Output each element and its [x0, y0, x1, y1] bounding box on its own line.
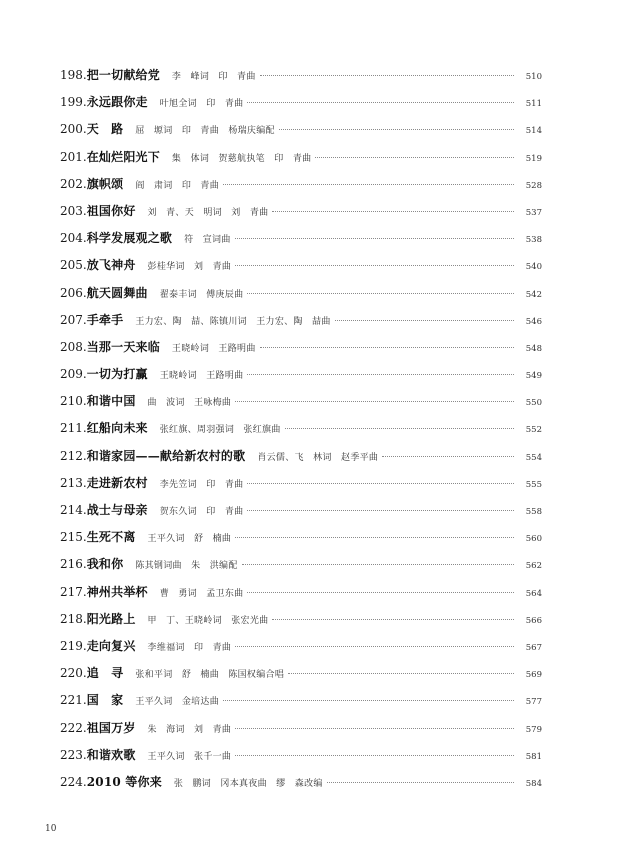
entry-page: 537 [525, 207, 542, 218]
dot-leader [242, 564, 514, 565]
entry-page: 548 [525, 343, 542, 354]
dot-leader [223, 700, 514, 701]
entry-number: 202. [60, 176, 87, 191]
toc-row[interactable] [60, 746, 542, 773]
toc-row[interactable] [60, 66, 542, 93]
toc-row[interactable] [60, 583, 542, 610]
toc-row[interactable] [60, 528, 542, 555]
entry-title: 旗帜颂 [86, 176, 124, 191]
dot-leader [260, 75, 514, 76]
dot-leader [335, 320, 514, 321]
entry-number: 206. [60, 285, 87, 300]
entry-page: 560 [525, 534, 542, 545]
entry-page: 519 [525, 153, 542, 164]
entry-page: 579 [525, 724, 542, 735]
entry-number: 223. [60, 747, 87, 762]
dot-leader [272, 619, 514, 620]
entry-credits: 翟泰丰词 傅庚辰曲 [159, 289, 244, 300]
toc-row[interactable] [60, 691, 542, 718]
entry-credits: 王晓岭词 王路明曲 [171, 343, 256, 354]
dot-leader [235, 755, 514, 756]
entry-page: 555 [525, 479, 542, 490]
entry-number: 213. [60, 475, 87, 490]
toc-row[interactable] [60, 719, 542, 746]
entry-title: 一切为打赢 [86, 367, 148, 382]
entry-page: 514 [525, 126, 542, 137]
entry-number: 210. [60, 394, 87, 409]
table-of-contents [60, 66, 542, 800]
entry-page: 564 [525, 588, 542, 599]
entry-page: 562 [525, 561, 542, 572]
entry-credits: 王晓岭词 王路明曲 [159, 371, 244, 382]
entry-credits: 贺东久词 印 青曲 [159, 507, 244, 517]
entry-credits: 李维福词 印 青曲 [147, 642, 232, 653]
entry-page: 554 [525, 452, 542, 463]
entry-page: 546 [525, 316, 542, 327]
toc-row[interactable] [60, 202, 542, 229]
entry-number: 198. [60, 68, 87, 82]
entry-page: 540 [525, 262, 542, 273]
entry-credits: 曹 勇词 孟卫东曲 [159, 588, 244, 599]
entry-title: 走进新农村 [86, 475, 148, 490]
dot-leader [327, 782, 514, 783]
entry-number: 203. [60, 203, 87, 218]
entry-credits: 叶旭全词 印 青曲 [159, 99, 244, 110]
dot-leader [315, 157, 514, 158]
entry-number: 207. [60, 312, 87, 327]
toc-row[interactable] [60, 447, 542, 474]
entry-title: 手牵手 [86, 312, 124, 327]
dot-leader [235, 537, 514, 538]
dot-leader [247, 102, 514, 103]
entry-page: 542 [525, 289, 542, 300]
page-number: 10 [45, 824, 57, 834]
entry-page: 528 [525, 180, 542, 191]
dot-leader [235, 646, 514, 647]
dot-leader [247, 592, 514, 593]
entry-title: 把一切献给党 [86, 68, 160, 82]
entry-page: 549 [525, 371, 542, 382]
entry-title: 永远跟你走 [86, 95, 148, 110]
toc-row[interactable] [60, 664, 542, 691]
toc-row[interactable] [60, 773, 542, 800]
entry-page: 569 [525, 670, 542, 681]
entry-title: 科学发展观之歌 [86, 231, 173, 246]
entry-number: 218. [60, 611, 87, 626]
entry-number: 216. [60, 557, 87, 572]
entry-credits: 彭桂华词 刘 青曲 [147, 262, 232, 273]
entry-number: 201. [60, 149, 87, 164]
entry-number: 215. [60, 530, 87, 545]
entry-credits: 王力宏、陶 喆、陈镇川词 王力宏、陶 喆曲 [135, 316, 331, 327]
entry-number: 208. [60, 339, 87, 354]
toc-row[interactable] [60, 555, 542, 582]
toc-row[interactable] [60, 392, 542, 419]
entry-number: 214. [60, 503, 87, 517]
entry-number: 204. [60, 231, 87, 246]
entry-number: 211. [60, 421, 87, 436]
toc-row[interactable] [60, 311, 542, 338]
entry-credits: 张红旗、周羽强词 张红旗曲 [159, 425, 281, 436]
entry-title: 天 路 [86, 122, 124, 137]
entry-number: 221. [60, 693, 87, 708]
toc-row[interactable] [60, 501, 542, 528]
dot-leader [382, 456, 514, 457]
entry-title: 阳光路上 [86, 611, 136, 626]
entry-number: 205. [60, 258, 87, 273]
entry-page: 538 [525, 235, 542, 246]
toc-row[interactable] [60, 256, 542, 283]
entry-credits: 李 峰词 印 青曲 [171, 72, 256, 82]
entry-credits: 陈其钢词曲 朱 洪编配 [135, 561, 238, 572]
entry-credits: 张和平词 舒 楠曲 陈国权编合唱 [135, 670, 285, 681]
entry-number: 209. [60, 367, 87, 382]
entry-credits: 曲 波词 王咏梅曲 [147, 398, 232, 409]
entry-number: 199. [60, 95, 87, 110]
entry-title: 走向复兴 [86, 638, 136, 653]
entry-title: 战士与母亲 [86, 503, 148, 517]
dot-leader [279, 129, 514, 130]
entry-credits: 朱 海词 刘 青曲 [147, 724, 232, 735]
entry-credits: 屈 塬词 印 青曲 杨瑞庆编配 [135, 126, 275, 137]
entry-number: 224. [60, 774, 87, 789]
entry-page: 584 [525, 778, 542, 789]
entry-credits: 李先笠词 印 青曲 [159, 479, 244, 490]
dot-leader [247, 293, 514, 294]
entry-title: 生死不离 [86, 530, 136, 545]
entry-credits: 王平久词 张千一曲 [147, 751, 232, 762]
entry-title: 国 家 [86, 693, 124, 708]
entry-number: 200. [60, 122, 87, 137]
entry-credits: 张 鹏词 冈本真夜曲 缪 森改编 [173, 778, 323, 789]
entry-page: 567 [525, 642, 542, 653]
entry-number: 219. [60, 638, 87, 653]
toc-row[interactable] [60, 365, 542, 392]
entry-credits: 刘 青、天 明词 刘 青曲 [147, 207, 269, 218]
dot-leader [235, 401, 514, 402]
entry-title: 追 寻 [86, 666, 124, 681]
entry-page: 581 [525, 751, 542, 762]
toc-row[interactable] [60, 148, 542, 175]
entry-title: 和谐欢歌 [86, 747, 136, 762]
toc-row[interactable] [60, 284, 542, 311]
toc-row[interactable] [60, 419, 542, 446]
dot-leader [247, 374, 514, 375]
entry-credits: 符 宣词曲 [184, 235, 231, 246]
entry-title: 神州共举杯 [86, 584, 148, 599]
toc-row[interactable] [60, 93, 542, 120]
toc-row[interactable] [60, 120, 542, 147]
dot-leader [272, 211, 514, 212]
dot-leader [235, 238, 514, 239]
dot-leader [223, 184, 514, 185]
entry-page: 550 [525, 398, 542, 409]
toc-row[interactable] [60, 338, 542, 365]
entry-title: 当那一天来临 [86, 339, 160, 354]
dot-leader [285, 428, 514, 429]
toc-row[interactable] [60, 474, 542, 501]
entry-title: 在灿烂阳光下 [86, 149, 160, 164]
entry-credits: 阎 肃词 印 青曲 [135, 180, 220, 191]
entry-title: 我和你 [86, 557, 124, 572]
toc-row[interactable] [60, 229, 542, 256]
toc-row[interactable] [60, 175, 542, 202]
entry-title: 放飞神舟 [86, 258, 136, 273]
entry-page: 552 [525, 425, 542, 436]
dot-leader [235, 728, 514, 729]
entry-title: 红船向未来 [86, 421, 148, 436]
entry-credits: 集 体词 贺慈航执笔 印 青曲 [171, 153, 312, 164]
entry-title: 祖国你好 [86, 203, 136, 218]
dot-leader [247, 483, 514, 484]
entry-credits: 肖云儒、飞 林词 赵季平曲 [257, 452, 379, 463]
dot-leader [288, 673, 514, 674]
entry-number: 217. [60, 584, 87, 599]
entry-number: 212. [60, 448, 87, 463]
entry-credits: 王平久词 金培达曲 [135, 697, 220, 708]
entry-title: 2010 等你来 [86, 774, 162, 789]
entry-title: 和谐家园——献给新农村的歌 [86, 448, 246, 463]
entry-number: 220. [60, 666, 87, 681]
toc-row[interactable] [60, 637, 542, 664]
dot-leader [260, 347, 514, 348]
entry-page: 577 [525, 697, 542, 708]
entry-page: 511 [525, 99, 542, 110]
entry-page: 566 [525, 615, 542, 626]
entry-credits: 王平久词 舒 楠曲 [147, 534, 232, 545]
dot-leader [247, 510, 514, 511]
entry-title: 祖国万岁 [86, 720, 136, 735]
entry-credits: 甲 丁、王晓岭词 张宏光曲 [147, 615, 269, 626]
entry-title: 和谐中国 [86, 394, 136, 409]
entry-title: 航天圆舞曲 [86, 285, 148, 300]
entry-number: 222. [60, 720, 87, 735]
entry-page: 510 [525, 72, 542, 82]
entry-page: 558 [525, 507, 542, 517]
toc-row[interactable] [60, 610, 542, 637]
dot-leader [235, 265, 514, 266]
